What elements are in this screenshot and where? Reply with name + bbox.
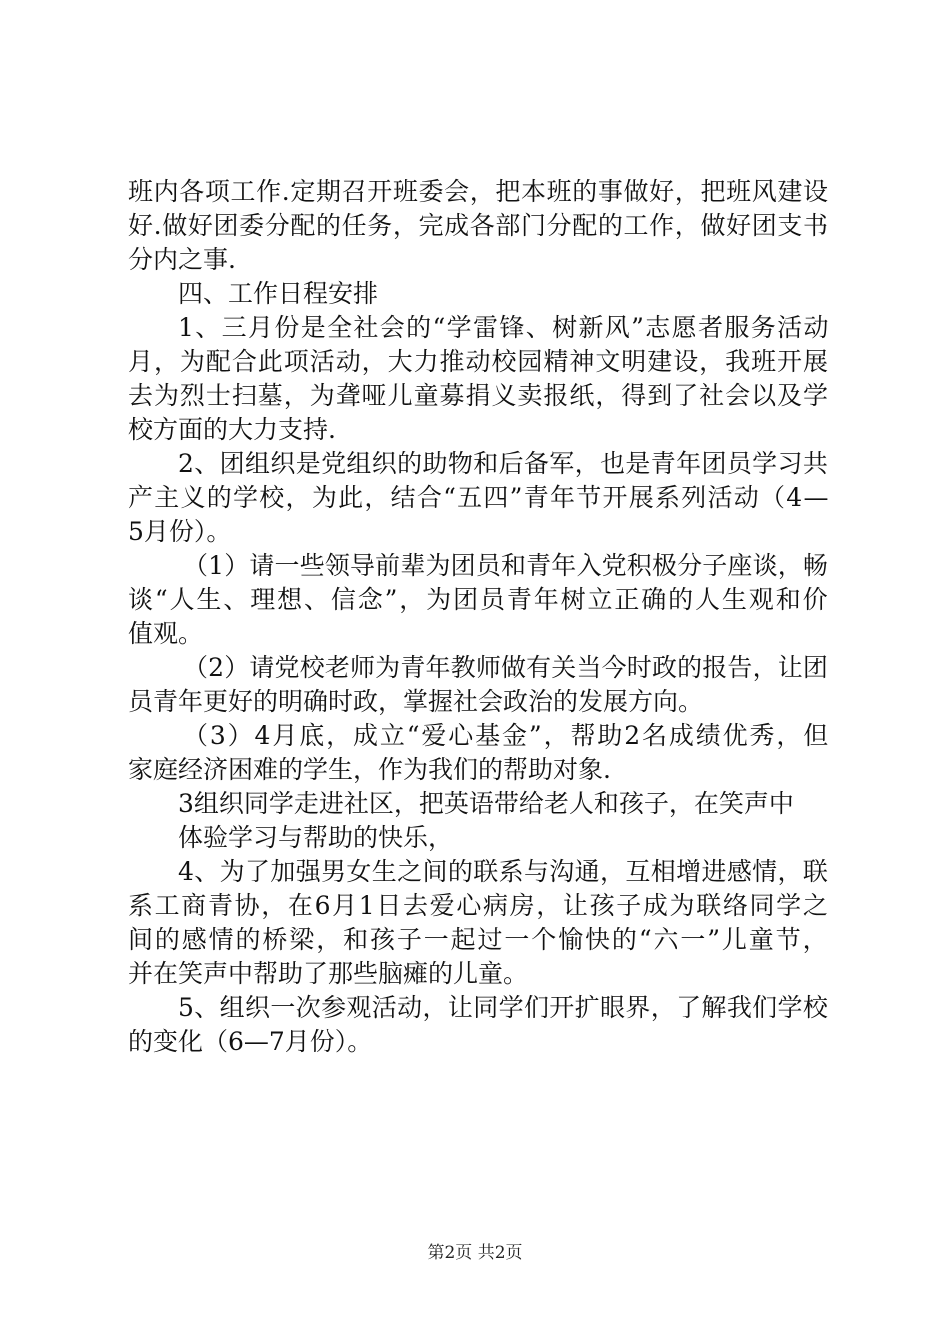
text-line: 间的感情的桥梁，和孩子一起过一个愉快的“六一”儿童节，: [128, 925, 830, 954]
text-line: 好.做好团委分配的任务，完成各部门分配的工作，做好团支书: [128, 211, 829, 240]
text-line: 2、团组织是党组织的助物和后备军，也是青年团员学习共: [178, 449, 829, 478]
text-line: 并在笑声中帮助了那些脑瘫的儿童。: [128, 959, 529, 988]
text-line: 4、为了加强男女生之间的联系与沟通，互相增进感情，联: [178, 857, 829, 886]
text-line: 5、组织一次参观活动，让同学们开扩眼界，了解我们学校: [178, 993, 829, 1022]
text-line: （3）4月底，成立“爱心基金”，帮助2名成绩优秀，但: [183, 721, 831, 750]
text-line: 校方面的大力支持.: [128, 415, 336, 444]
text-line: 分内之事.: [128, 245, 236, 274]
text-line: 谈“人生、理想、信念”，为团员青年树立正确的人生观和价: [128, 585, 830, 614]
text-line: 班内各项工作.定期召开班委会，把本班的事做好，把班风建设: [128, 177, 829, 206]
text-line: 5月份）。: [128, 517, 232, 546]
page-number-footer: 第2页 共2页: [427, 1243, 523, 1263]
text-line: 值观。: [128, 619, 204, 648]
text-line: 去为烈士扫墓，为聋哑儿童募捐义卖报纸，得到了社会以及学: [128, 381, 829, 410]
text-line: 体验学习与帮助的快乐，: [178, 823, 454, 852]
text-line: 1、三月份是全社会的“学雷锋、树新风”志愿者服务活动: [178, 313, 830, 342]
text-line: 的变化（6—7月份）。: [128, 1027, 373, 1056]
text-line: 家庭经济困难的学生，作为我们的帮助对象.: [128, 755, 611, 784]
text-line: 员青年更好的明确时政，掌握社会政治的发展方向。: [128, 687, 704, 716]
section-heading: 四、工作日程安排: [178, 279, 379, 308]
text-line: （1）请一些领导前辈为团员和青年入党积极分子座谈，畅: [183, 551, 829, 580]
text-line: 3组织同学走进社区，把英语带给老人和孩子，在笑声中: [178, 789, 794, 818]
text-line: 月，为配合此项活动，大力推动校园精神文明建设，我班开展: [128, 347, 829, 376]
text-line: 产主义的学校，为此，结合“五四”青年节开展系列活动（4—: [128, 483, 830, 512]
text-line: （2）请党校老师为青年教师做有关当今时政的报告，让团: [183, 653, 829, 682]
text-line: 系工商青协，在6月1日去爱心病房，让孩子成为联络同学之: [128, 891, 830, 920]
